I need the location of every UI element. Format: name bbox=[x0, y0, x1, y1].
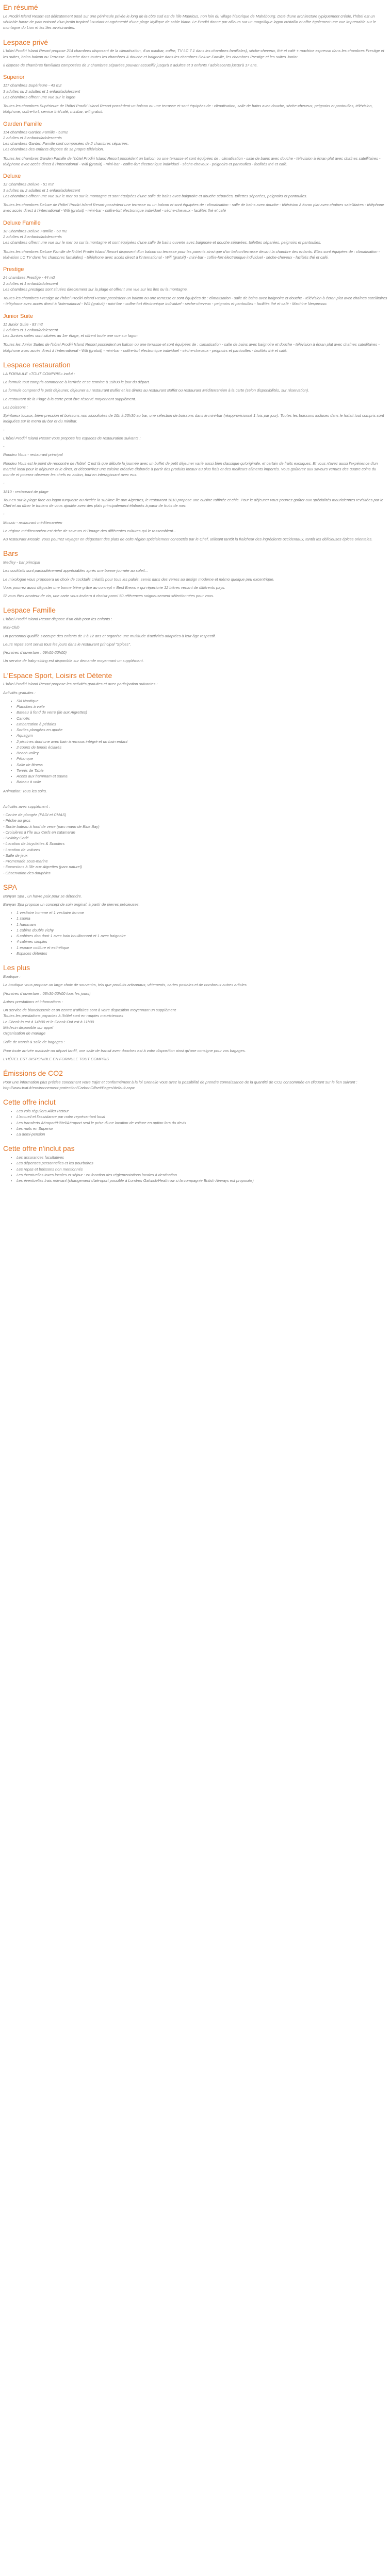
family-text: L'hôtel Prodiri Island Resort dispose d'un club pour les enfants : bbox=[3, 617, 112, 622]
animation-line: Animation: Tous les soirs. bbox=[3, 788, 47, 793]
not-included-title: Cette offre n'inclut pas bbox=[3, 1144, 75, 1153]
private-space-text: Il dispose de chambres familiales composées de 2 chambres séparées pouvant accueillir jusqu'à 2 adultes et 3 enfants / adolescents jusqu'à 17 ans. bbox=[3, 62, 258, 67]
bars-text: Le mixologue vous proposera un choix de cocktails créatifs pour tous les palais, servis dans des verres au design moderne et mémo quelque peu excentrique. bbox=[3, 577, 274, 582]
room-junior-suite bbox=[3, 313, 388, 353]
paying-title: Activités avec supplément : bbox=[3, 804, 50, 809]
sport-section bbox=[3, 671, 388, 876]
restaurant-name: Rondeu Vous - restaurant principal bbox=[3, 452, 63, 457]
list-item: • 1 hammam bbox=[17, 922, 388, 927]
room-superior bbox=[3, 74, 388, 114]
room-line: 117 chambres Supérieure - 43 m2 bbox=[3, 83, 62, 88]
extras-text: Autres prestations et informations : bbox=[3, 999, 63, 1004]
room-prestige bbox=[3, 266, 388, 307]
paying-item: - Pêche au gros bbox=[3, 818, 30, 823]
extras-text: L'HÔTEL EST DISPONIBLE EN FORMULE TOUT COMPRIS bbox=[3, 1056, 109, 1061]
list-item: • 2 courts de tennis éclairés bbox=[17, 744, 388, 750]
list-item: • Ski Nautique bbox=[17, 698, 388, 704]
extras-line: Un service de blanchisserie et un centre d'affaires sont à votre disposition moyennant un supplément bbox=[3, 1008, 176, 1012]
room-line: Les chambres Garden Famille sont composées de 2 chambres séparées. bbox=[3, 141, 129, 146]
included-section bbox=[3, 1098, 388, 1137]
list-item: • 4 cabines simples bbox=[17, 939, 388, 944]
restauration-text: Au restaurant Mosaic, vous pourrez voyager en dégustant des plats de celte région spécialement concoctés par le Chef, utilisant tantôt la fraîcheur des ingrédients occidentaux, tantôt les délicieuses épices orientales. bbox=[3, 537, 373, 542]
room-title: Prestige bbox=[3, 266, 24, 273]
paying-item: - Location de voitures bbox=[3, 847, 40, 852]
sport-sub: Activités gratuites : bbox=[3, 690, 36, 695]
room-line: 12 Chambres Deluxe - 51 m2 bbox=[3, 182, 54, 187]
restauration-text: La formule tout compris commence à l'arrivée et se termine à 15h00 le jour du départ. bbox=[3, 380, 150, 385]
list-item: • Espaces détentes bbox=[17, 951, 388, 956]
list-item: • Tennis de Table bbox=[17, 768, 388, 773]
room-description: Toutes les chambres Prestige de l'hôtel Prodiri Island Resort possèdent un balcon ou une terrasse et sont équipées de : climatisation - salle de bains avec baignoire et douche - télévision à écran plat avec chaînes satellitaires - téléphone avec accès direct à l'international - Wifi (gratuit) - mini-bar - coffre-fort électronique individuel - sèche-cheveux - peignoirs et pantoufles - facilités thé et café - Machine Nespresso. bbox=[3, 296, 387, 307]
restauration-text: La formule comprend le petit déjeuner, déjeuner au restaurant Buffet et les diners au restaurant Buffet ou restaurant Méditerranéen à la carte (selon disponibilités, sur réservation). bbox=[3, 388, 309, 393]
room-line: Les chambres prestiges sont situées directement sur la plage et offrent une vue sur les îles ou la montagne. bbox=[3, 286, 188, 292]
bars-text: Les cocktails sont particulièrement appréciables après une bonne journée au soleil... bbox=[3, 568, 148, 573]
room-line: 3 adultes ou 2 adultes et 1 enfant/adolescent bbox=[3, 188, 80, 193]
room-line: Les chambres des enfants dispose de sa propre télévision. bbox=[3, 147, 104, 152]
extras-section bbox=[3, 963, 388, 1062]
restauration-text: - bbox=[3, 481, 5, 486]
restauration-text: Le restaurant de la Plage à la carte peut être réservé moyennant supplément. bbox=[3, 396, 136, 401]
restaurant-name: Mosaic - restaurant méditerranéen bbox=[3, 520, 62, 525]
list-item: • 2 piscines dont une avec bain à remous intégré et un bain enfant bbox=[17, 739, 388, 744]
not-included-list bbox=[3, 1155, 388, 1183]
extras-line: Médecin disponible sur appel bbox=[3, 1025, 54, 1030]
room-line: Les Juniors suites sont situées au 1er étage, et offrent toute une vue sur lagon. bbox=[3, 333, 139, 338]
room-line: 2 adultes et 3 enfants/adolescents bbox=[3, 234, 62, 240]
bars-text: Si vous êtes amateur de vin, une carte vous invitera à choisir parmi 50 références soigneusement sélectionnées pour vous. bbox=[3, 594, 214, 599]
co2-title: Émissions de CO2 bbox=[3, 1069, 63, 1077]
paying-item: - Salle de jeux bbox=[3, 853, 28, 858]
included-title: Cette offre inclut bbox=[3, 1098, 56, 1107]
bars-title: Bars bbox=[3, 549, 18, 558]
room-line: Les chambres offrent une vue sur le mer ou sur la montagne et sont équipées d'une salle de bains ouverte avec baignoire et douche séparées, toilettes séparées, peignoirs et pantoufles. bbox=[3, 240, 321, 245]
paying-item: - Promenade sous-marine bbox=[3, 859, 48, 864]
extras-line: Organisation de mariage bbox=[3, 1031, 46, 1036]
sport-intro: L'hôtel Prodiri Island Resort propose les activités gratuites et avec participation suivantes : bbox=[3, 682, 158, 687]
extras-title: Les plus bbox=[3, 963, 30, 972]
list-item: • 1 vestiaire homme et 1 vestiaire femme bbox=[17, 910, 388, 916]
spa-text: Banyan Spa propose un concept de soin original, à partir de pierres précieuses. bbox=[3, 902, 140, 907]
spa-text: Banyan Spa , un havre paix pour se détendre. bbox=[3, 893, 83, 899]
room-line: 11 Junior Suite - 83 m2 bbox=[3, 321, 43, 327]
restauration-section bbox=[3, 361, 388, 542]
family-text: Mini-Club bbox=[3, 625, 20, 630]
list-item: • Beach-volley bbox=[17, 750, 388, 756]
list-item: • Salle de fitness bbox=[17, 762, 388, 768]
list-item: • Les repas et boissons non mentionnés bbox=[17, 1166, 388, 1172]
not-included-section bbox=[3, 1144, 388, 1183]
intro-text: Le Prodiri Island Resort est délicatement posé sur une péninsule privée le long de la côte sud est de l'île Mauricus, non loin du village historique de Mahébourg. Doté d'une architecture typiquement créole, l'hôtel est un véritable havre de paix entouré d'un jardin tropical luxuriant et agrémenté d'une plage idyllique de sable blanc. Le Prodiri donne par ailleurs sur un magnifique lagon cristallin et offre également une vue imprenable sur le montagne du Lion et les îles avoisinantes. bbox=[3, 13, 376, 30]
list-item: • Bateau à voile bbox=[17, 779, 388, 785]
list-item: • Pétanque bbox=[17, 756, 388, 761]
list-item: • Bateau à fond de verre (île aux Aigrettes) bbox=[17, 709, 388, 715]
restauration-text: - bbox=[3, 444, 5, 449]
list-item: • Sorties plongées en apnée bbox=[17, 727, 388, 733]
room-line: 114 chambres Garden Famille - 53m2 bbox=[3, 129, 68, 134]
paying-item: - Centre de plongée (PADI et CMAS) bbox=[3, 812, 67, 818]
page bbox=[0, 3, 391, 1183]
room-title: Junior Suite bbox=[3, 313, 34, 319]
room-description: Toutes les Junior Suites de l'hôtel Prodiri Island Resort possèdent un balcon ou une terrasse et sont équipées de : climatisation - salle de bains avec baignoire et douche - télévision à écran plat avec chaînes satellitaires - téléphone avec accès direct à l'international - Wifi (gratuit) - mini-bar - coffre-fort électronique individuel - sèche-cheveux - peignoirs et pantoufles - facilités thé et café. bbox=[3, 342, 380, 353]
restauration-text: Rondeu Vous est le point de rencontre de l'hôtel. C'est là que débute la journée avec un buffet de petit déjeuner varié aussi bien classique qu'originale, et certain de fruits exotiques. Et vous n'avez aussi l'expérience d'un marché local pour le déjeuner et le diner, et découvrirez une cuisine créative élaborée à partir des produits locaux au plus frais et des meilleurs aliments importés. Vous goûterez aux saveurs venues des quatre coins du monde et pourrez observer les chefs en action, tout en interagissant avec eux. bbox=[3, 461, 378, 478]
room-description: Toutes les chambres Deluxe de l'hôtel Prodiri Island Resort possèdent une terrasse ou un balcon et sont équipées de : climatisation - salle de bains avec douche - télévision à écran plat avec chaînes satellitaires - téléphone avec accès direct à l'international - Wifi (gratuit) - mini-bar - coffre-fort électronique individuel - sèche-cheveux - facilités thé et café bbox=[3, 202, 384, 213]
list-item: • Les éventuelles taxes locales et séjour : en fonction des réglementations locales à destination bbox=[17, 1172, 388, 1178]
formula-line: LA FORMULE «TOUT COMPRIS» inclut : bbox=[3, 371, 75, 376]
extras-text: (Horaires d'ouverture : 08h30-20h00 tous les jours) bbox=[3, 991, 91, 996]
included-list bbox=[3, 1108, 388, 1137]
list-item: • Canoës bbox=[17, 716, 388, 721]
sport-title: L'Espace Sport, Loisirs et Détente bbox=[3, 671, 112, 680]
restauration-text: Tout en sur la plage face au lagon turquoise au rivelée la sublime île aux Aigrettes, le restaurant 1810 propose une cuisine raffinée et chic. Pour le déjeuner vous pourrez goûter aux spécialités mauriciennes revisitées par le Chef et au dîner le tonteru de vous ajoutée avec des plats principalement élaborés à partir de fruits de mer. bbox=[3, 497, 383, 509]
room-description: Toutes les chambres Garden Famille de l'hôtel Prodiri Island Resort possèdent un balcon ou une terrasse et sont équipées de : climatisation - salle de bains avec douche - télévision à écran plat avec chaînes satellitaires - téléphone avec accès direct à l'international - Wifi (gratuit) - mini-bar - coffre-fort électronique individuel - sèche-cheveux - peignoirs et pantoufles - facilités thé et café. bbox=[3, 156, 381, 166]
list-item: • Les transferts Aéroport/Hôtel/Aéroport seul le prise d'une location de voiture en option lors du devis bbox=[17, 1120, 388, 1126]
restauration-text: Le régime méditerranéen est riche de saveurs et l'image des différentes cultures qui le rassemblent... bbox=[3, 528, 176, 533]
list-item: • 1 sauna bbox=[17, 916, 388, 921]
room-line: Les chambres offrent une vue sur le mer ou sur la montagne et sont équipées d'une salle de bains avec baignoire et douche séparées, toilettes séparées, peignoirs et pantoufles. bbox=[3, 193, 307, 198]
list-item: • Planches à voile bbox=[17, 704, 388, 709]
room-description: Toutes les chambres Deluxe Famille de l'hôtel Prodiri Island Resort disposent d'un balcon ou terrasse pour les parents ainsi que d'un balcon/terrasse devant la chambre des enfants. Elles sont équipées de : climatisation - télévision LC TV dans les chambres familiales) - téléphone avec accès direct à l'international - Wifi (gratuit) - mini-bar - coffre-fort électronique individuel - sèche-cheveux - facilités thé et café. bbox=[3, 249, 380, 260]
room-title: Deluxe Famille bbox=[3, 219, 41, 226]
restauration-text: L'hôtel Prodiri Island Resort vous propose les espaces de restauration suivants : bbox=[3, 435, 141, 440]
bars-text: Vous pourrez aussi déguster une bonne bière grâce au concept « Best Brews » qui répertorie 12 bières venant de différents pays. bbox=[3, 585, 225, 590]
room-garden-famille bbox=[3, 121, 388, 167]
intro-title: En résumé bbox=[3, 3, 38, 11]
extras-line: Le Check-in est à 14h00 et le Check-Out est à 11h00 bbox=[3, 1019, 94, 1024]
extras-text: Boutique : bbox=[3, 974, 21, 979]
room-title: Superior bbox=[3, 74, 25, 81]
intro-section bbox=[3, 3, 388, 31]
room-line: 3 adultes ou 2 adultes et 1 enfant/adolescent bbox=[3, 89, 80, 94]
family-text: Un personnel qualifié s'occupe des enfants de 3 à 12 ans et organise une multitude d'activités adaptées à leur âge respectif. bbox=[3, 633, 216, 638]
room-line: 18 Chambres Deluxe Famille - 58 m2 bbox=[3, 228, 68, 233]
extras-text: Salle de transit & salle de bagages : bbox=[3, 1040, 65, 1045]
room-deluxe-famille bbox=[3, 220, 388, 260]
restauration-text: Les boissons : bbox=[3, 404, 28, 410]
list-item: • 1 cabine double vichy bbox=[17, 927, 388, 933]
room-line: 24 chambres Prestige - 44 m2 bbox=[3, 275, 55, 280]
paying-item: - Observation des dauphins bbox=[3, 870, 51, 875]
list-item: • La demi-pension bbox=[17, 1131, 388, 1137]
restaurant-name: 1810 - restaurant de plage bbox=[3, 489, 48, 494]
restauration-text: Spiritueux locaux, bière pression et boissons non alcoolisées de 10h à 23h30 au bar, une sélection de boissons dans le mini-bar (réapprovisionné 1 fois par jour). Toutes les boissons incluses dans le forfait tout compris sont indiquées sur le menu du bar et du minibar. bbox=[3, 413, 384, 424]
extras-text: Pour toute arrivée matinale ou départ tardif, une salle de transit avec douches est à votre disposition ainsi qu'une consigne pour vos bagages. bbox=[3, 1048, 246, 1053]
list-item: • 1 espace coiffure et esthétique bbox=[17, 945, 388, 951]
co2-text: Pour une information plus précise concernant votre trajet et conformément à la loi Grenelle vous avez la possibilité de prendre connaissance de la quantité de CO2 consommée en cliquant sur le lien suivant : http://www.tvat.fr/environnement-protection/CarbonOffset/Pages/default.aspx bbox=[3, 1079, 357, 1091]
paying-item: - Excursions à l'île aux Aigrettes (parc naturel) bbox=[3, 865, 82, 870]
room-deluxe bbox=[3, 173, 388, 213]
restauration-title: Lespace restauration bbox=[3, 360, 71, 369]
private-space-text: L'hôtel Prodiri Island Resort propose 214 chambres disposant de la climatisation, d'un minibar, coffre, TV LC 7.1 dans les chambres familiales), sèche-cheveux, thé et café + machine expresso dans les chambres Prestige et les suites, bains balcon ou Terrasse. Douche dans toutes les chambres & douche et baignoire dans les chambres Deluxe Famille, les chambres Prestige et les suites Junior. bbox=[3, 48, 384, 59]
room-title: Deluxe bbox=[3, 173, 21, 180]
extras-line: Toutes les prestations payantes à l'hôtel sont en roupies mauriciennes bbox=[3, 1013, 123, 1019]
private-space-section bbox=[3, 38, 388, 69]
list-item: • Les dépenses personnelles et les pourboires bbox=[17, 1160, 388, 1166]
restauration-text: - bbox=[3, 512, 5, 517]
list-item: • Les nuits en Superior bbox=[17, 1126, 388, 1131]
family-section bbox=[3, 606, 388, 664]
room-line: 2 adultes et 1 enfant/adolescent bbox=[3, 327, 58, 332]
list-item: • Les assurances facultatives bbox=[17, 1155, 388, 1160]
list-item: • Aquagym bbox=[17, 733, 388, 738]
family-title: Lespace Famille bbox=[3, 606, 56, 615]
room-line: Les chambres offrent une vue sur le lagon bbox=[3, 94, 76, 99]
extras-text: La boutique vous propose un large choix de souvenirs, tels que produits artisanaux, vêtements, cartes postales et de nombreux autres articles. bbox=[3, 982, 248, 988]
paying-item: - Location de bicyclettes & Scooters bbox=[3, 841, 65, 846]
bar-name: Medley - bar principal bbox=[3, 560, 40, 565]
paying-item: - Holiday Catfé bbox=[3, 836, 29, 841]
list-item: • Les vols réguliers Allier Retour bbox=[17, 1108, 388, 1114]
free-activities-list bbox=[3, 698, 388, 785]
list-item: • Embarcation à pédales bbox=[17, 721, 388, 727]
co2-section bbox=[3, 1069, 388, 1091]
family-text: (Horaires d'ouverture : 09h00-20h00) bbox=[3, 650, 67, 655]
family-text: Un service de baby-sitting est disponible sur demande moyennant un supplément. bbox=[3, 658, 144, 664]
room-line: 2 adultes et 1 enfant/adolescent bbox=[3, 281, 58, 286]
list-item: • Les éventuelles frais relevant (changement d'aéroport possible à Londres Gatwick/Heathrow si la compagnie British Airways est proposée) bbox=[17, 1178, 388, 1183]
list-item: • Accès aux hammam et sauna bbox=[17, 773, 388, 779]
room-line: 2 adultes et 3 enfants/adolescents bbox=[3, 135, 62, 140]
spa-title: SPA bbox=[3, 883, 17, 891]
family-text: Leurs repas sont servis tous les jours dans le restaurant principal "Spices". bbox=[3, 641, 131, 647]
room-title: Garden Famille bbox=[3, 121, 42, 127]
spa-section bbox=[3, 883, 388, 956]
room-description: Toutes les chambres Supérieure de l'hôtel Prodiri Island Resort possèdent un balcon ou une terrasse et sont équipées de : climatisation, salle de bains avec douche, sèche-cheveux, peignoirs et pantoufles, télévision, téléphone, coffre-fort, service thé/café, minibar, wifi gratuit. bbox=[3, 104, 373, 114]
paying-item: - Sortie bateau à fond de verre (parc marin de Blue Bay) bbox=[3, 824, 100, 829]
restauration-text: - bbox=[3, 427, 5, 432]
paying-item: - Croisières à l'île aux Cerfs en catamaran bbox=[3, 829, 75, 835]
list-item: • 6 cabines doo dont 1 avec bain bouillonnant et 1 avec baignoire bbox=[17, 933, 388, 939]
bars-section bbox=[3, 549, 388, 599]
private-space-title: Lespace privé bbox=[3, 38, 48, 46]
spa-list bbox=[3, 910, 388, 956]
list-item: • L'accueil et l'assistance par notre représentant local bbox=[17, 1114, 388, 1120]
